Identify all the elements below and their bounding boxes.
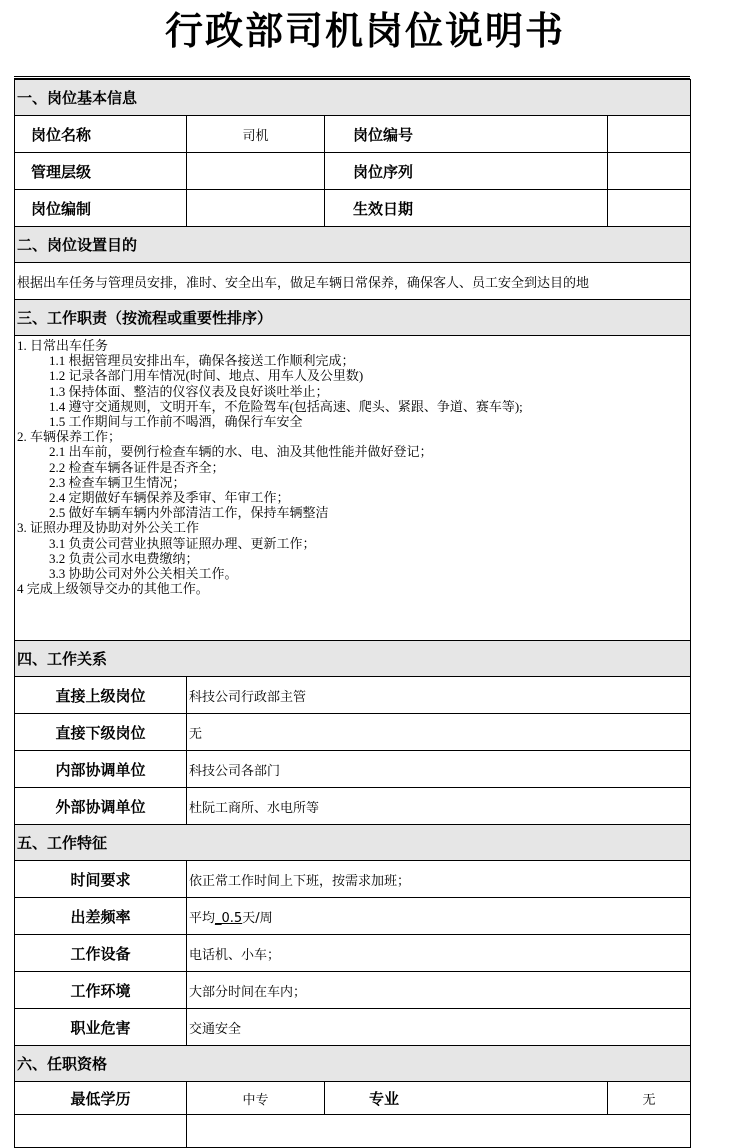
field-label: 生效日期	[325, 190, 608, 227]
section-qualifications	[15, 1046, 691, 1082]
section-heading: 一、岗位基本信息	[15, 80, 691, 116]
field-value: 科技公司各部门	[187, 751, 691, 788]
list-item: 1.1 根据管理员安排出车，确保各接送工作顺利完成；	[49, 353, 355, 369]
field-value: 无	[608, 1082, 691, 1115]
field-label: 工作环境	[15, 972, 187, 1009]
section-heading: 三、工作职责（按流程或重要性排序）	[15, 300, 691, 336]
field-value	[187, 898, 691, 935]
table-row	[15, 336, 691, 641]
field-label: 最低学历	[15, 1082, 187, 1115]
table-row	[15, 116, 691, 153]
list-item: 3. 证照办理及协助对外公关工作	[17, 520, 200, 536]
field-value: 大部分时间在车内；	[187, 972, 691, 1009]
field-label: 直接下级岗位	[15, 714, 187, 751]
table-row	[15, 861, 691, 898]
list-item: 1.3 保持体面、整洁的仪容仪表及良好谈吐举止；	[49, 383, 329, 399]
field-label: 直接上级岗位	[15, 677, 187, 714]
table-row	[15, 1115, 691, 1148]
field-label: 岗位序列	[325, 153, 608, 190]
field-label: 工作设备	[15, 935, 187, 972]
section-heading: 五、工作特征	[15, 825, 691, 861]
table-row	[15, 153, 691, 190]
field-value	[608, 153, 691, 190]
list-item: 4 完成上级领导交办的其他工作。	[17, 581, 209, 597]
table-row	[15, 898, 691, 935]
section-duties	[15, 300, 691, 336]
list-item: 3.3 协助公司对外公关相关工作。	[49, 566, 238, 582]
section-basic-info	[15, 80, 691, 116]
table-row	[15, 972, 691, 1009]
list-item: 1.2 记录各部门用车情况(时间、地点、用车人及公里数)	[49, 368, 364, 384]
frequency-prefix: 平均	[189, 910, 216, 926]
field-label: 内部协调单位	[15, 751, 187, 788]
section-purpose	[15, 227, 691, 263]
duties-list	[15, 336, 691, 641]
field-value	[187, 153, 325, 190]
field-value: 中专	[187, 1082, 325, 1115]
table-row	[15, 1082, 691, 1115]
field-value	[608, 190, 691, 227]
page-title: 行政部司机岗位说明书	[164, 9, 565, 53]
list-item: 1.4 遵守交通规则，文明开车，不危险驾车(包括高速、爬头、紧跟、争道、赛车等);	[49, 398, 523, 414]
list-item: 2.5 做好车辆车辆内外部清洁工作，保持车辆整洁	[49, 505, 329, 521]
purpose-text: 根据出车任务与管理员安排，准时、安全出车，做足车辆日常保养，确保客人、员工安全到达目的地	[15, 263, 691, 300]
field-label: 管理层级	[15, 153, 187, 190]
frequency-suffix: 天/周	[242, 910, 273, 926]
field-label: 岗位编号	[325, 116, 608, 153]
table-row	[15, 1009, 691, 1046]
field-label: 时间要求	[15, 861, 187, 898]
form-table	[14, 79, 691, 1148]
field-label: 专业	[325, 1082, 608, 1115]
table-row	[15, 788, 691, 825]
list-item: 2. 车辆保养工作；	[17, 429, 122, 445]
field-value: 电话机、小车；	[187, 935, 691, 972]
section-features	[15, 825, 691, 861]
table-row	[15, 677, 691, 714]
list-item: 1. 日常出车任务	[17, 338, 109, 353]
list-item: 3.2 负责公司水电费缴纳；	[49, 550, 199, 566]
frequency-number: _0.5	[215, 910, 243, 926]
field-value	[187, 190, 325, 227]
field-value: 司机	[187, 116, 325, 153]
table-row	[15, 190, 691, 227]
field-label: 外部协调单位	[15, 788, 187, 825]
list-item: 1.5 工作期间与工作前不喝酒，确保行车安全	[49, 414, 303, 430]
field-label	[15, 1115, 187, 1148]
job-description-form	[14, 76, 690, 1139]
field-value: 无	[187, 714, 691, 751]
section-heading: 六、任职资格	[15, 1046, 691, 1082]
table-row	[15, 751, 691, 788]
section-heading: 四、工作关系	[15, 641, 691, 677]
field-label: 出差频率	[15, 898, 187, 935]
field-label: 职业危害	[15, 1009, 187, 1046]
table-row	[15, 935, 691, 972]
field-label: 岗位名称	[15, 116, 187, 153]
field-value	[187, 1115, 691, 1148]
section-relations	[15, 641, 691, 677]
field-value	[608, 116, 691, 153]
list-item: 2.2 检查车辆各证件是否齐全；	[49, 459, 225, 475]
list-item: 3.1 负责公司营业执照等证照办理、更新工作；	[49, 535, 316, 551]
field-value: 交通安全	[187, 1009, 691, 1046]
list-item: 2.1 出车前，要例行检查车辆的水、电、油及其他性能并做好登记；	[49, 444, 433, 460]
list-item: 2.3 检查车辆卫生情况；	[49, 474, 186, 490]
list-item: 2.4 定期做好车辆保养及季审、年审工作；	[49, 490, 290, 506]
field-value: 杜阮工商所、水电所等	[187, 788, 691, 825]
field-label: 岗位编制	[15, 190, 187, 227]
field-value: 依正常工作时间上下班，按需求加班；	[187, 861, 691, 898]
section-heading: 二、岗位设置目的	[15, 227, 691, 263]
field-value: 科技公司行政部主管	[187, 677, 691, 714]
table-row	[15, 714, 691, 751]
table-row	[15, 263, 691, 300]
